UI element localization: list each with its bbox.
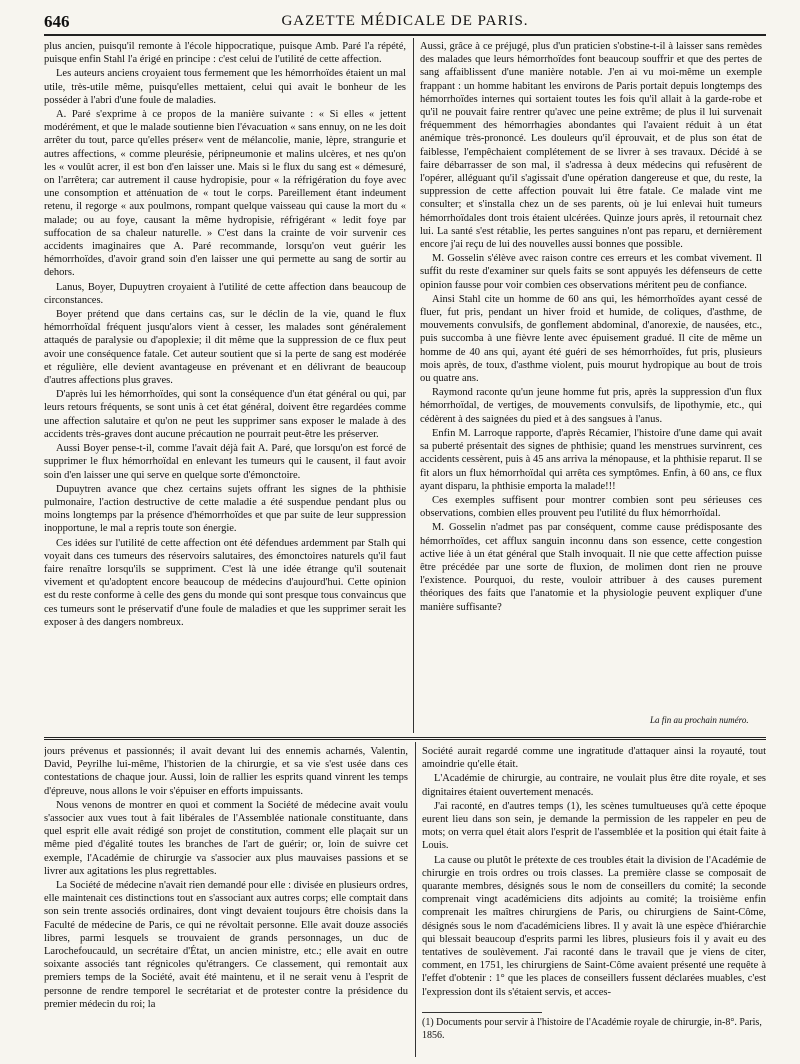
footnote: (1) Documents pour servir à l'histoire de l'Académie royale de chirurgie, in-8°. Paris, 1856. <box>422 1017 762 1041</box>
paragraph: plus ancien, puisqu'il remonte à l'école hippocratique, puisque Amb. Paré l'a répété, puisque enfin Stahl l'a érigé en principe : c'est celui de l'utilité de cette affection. <box>44 41 406 66</box>
paragraph: Société aurait regardé comme une ingratitude d'attaquer ainsi la royauté, tout amoindrie qu'elle était. <box>422 746 766 771</box>
paragraph: Ces idées sur l'utilité de cette affection ont été défendues ardemment par Stalh qui voyait dans ces tumeurs des réservoirs salutaires, des émonctoires naturels qu'il faut faire renaître lorsqu'ils se suppriment. C'est là une idée étrange qu'il soutenait vivement et qu'adoptent encore beaucoup de médecins d'aujourd'hui. Cette opinion est du reste conforme à celle des gens du monde qui sont presque tous convaincus que ces tumeurs sont le préservatif d'une foule de maladies et que les supprimer serait les exposer à des dangers nombreux. <box>44 537 406 628</box>
paragraph: Boyer prétend que dans certains cas, sur le déclin de la vie, quand le flux hémorrhoïdal fréquent jusqu'alors vient à cesser, les malades sont généralement attaqués de paralysie ou d'apoplexie; il dit même que la suppression de ce flux peut avoir une conséquence fatale. Cet auteur soutient que si la perte de sang est modérée et régulière, elle devient avantageuse en prévenant et en délivrant de beaucoup d'autres affections plus graves. <box>44 309 406 387</box>
paragraph: Ces exemples suffisent pour montrer combien sont peu sérieuses ces observations, combien elles prouvent peu l'utilité du flux hémorrhoïdal. <box>420 494 762 520</box>
paragraph: M. Gosselin n'admet pas par conséquent, comme cause prédisposante des hémorrhoïdes, cet afflux sanguin inconnu dans son essence, cette congestion active liée à un état général que Stalh invoquait. Il nie que cette affection puisse être précédée par une sorte de fluxion, de molimen dont rien ne prouve l'existence. Pourquoi, du reste, vouloir attribuer à des causes purement théoriques des faits que l'anatomie et la physiologie peuvent expliquer d'une manière suffisante? <box>420 522 762 613</box>
paragraph: La cause ou plutôt le prétexte de ces troubles était la division de l'Académie de chirurgie en trois ordres ou trois classes. La première classe se composait de quarante membres, désignés sous le nom de conseillers du comité; la seconde comprenait vingt académiciens dits adjoints au comité; la troisième enfin comprenait les maîtres chirurgiens de Paris, ou chirurgiens de Saint-Côme, désignés sous le nom d'académiciens libres. Il y avait là une espèce d'hiérarchie qui blessait beaucoup d'esprits parmi les libres, plusieurs fois il y avait eu des tentatives de soulèvement. J'ai raconté dans le travail que je viens de citer, comment, en 1751, les chirurgiens de Saint-Côme avaient présenté une requête à l'effet d'obtenir : 1° que les places de conseillers fussent déclarées muables, c'est l'expression dont ils s'étaient servis, et acces- <box>422 854 766 998</box>
paragraph: Nous venons de montrer en quoi et comment la Société de médecine avait voulu s'associer aux vues tout à fait libérales de l'Assemblée nationale constituante, dans quel esprit elle avait rédigé son projet de constitution, comment elle plaçait sur un même pied d'égalité toutes les branches de l'art de guérir; or, loin de suivre cet exemple, l'Académie de chirurgie va s'associer aux plus mauvaises passions et se livrer aux agitations les plus regrettables. <box>44 799 408 877</box>
feuilleton-divider <box>44 737 766 740</box>
paragraph: La Société de médecine n'avait rien demandé pour elle : divisée en plusieurs ordres, elle maintenait ces distinctions tout en s'associant aux autres corps; elle comptait dans son sein trente associés ordinaires, dont vingt devaient toujours être choisis dans la Faculté de médecine de Paris, ce qui ne révoltait personne. Elle avait douze associés libres, parmi lesquels se trouvaient de grands personnages, un duc de Larochefoucauld, un secrétaire d'État, un ancien ministre, etc.; elle avait en outre soixante associés tant régnicoles qu'étrangers. Ce classement, qui remontait aux premiers temps de la Société, avait été maintenu, et il ne serait venu à l'esprit de personne de rendre temporel le secrétariat et de protester contre la présidence du premier médecin du roi; la <box>44 880 408 1010</box>
paragraph: Aussi, grâce à ce préjugé, plus d'un praticien s'obstine-t-il à laisser sans remèdes des malades que leurs hémorrhoïdes font beaucoup souffrir et que des pertes de sang affaiblissent d'une manière notable. J'en ai vu moi-même un exemple frappant : un homme habitant les environs de Paris portait depuis longtemps des hémorrhoïdes internes qui sortaient toutes les fois qu'il allait à la garde-robe et qu'il ne pouvait faire rentrer qu'avec une peine extrême; de plus il lui survenait fréquemment des hémorrhagies abondantes qui l'avaient réduit à un état anémique très-prononcé. Les douleurs qu'il éprouvait, et de plus son état de faiblesse, l'empêchaient complétement de se livrer à ses travaux. Décidé à se faire débarrasser de son mal, il s'adressa à deux médecins qui refusèrent de l'opérer, alléguant qu'il s'agissait d'une opération dangereuse et que, du reste, la suppression de cette affection pouvait lui être fatale. Ce malade vint me consulter; et s'installa chez un de ses parents, où je lui enlevai huit tumeurs hémorrhoïdales dont trois étaient ulcérées. Quinze jours après, il retournait chez lui. La santé s'est rétablie, les pertes sanguines n'ont pas reparu, et dernièrement encore j'ai reçu de lui des nouvelles aussi bonnes que possible. <box>420 41 762 251</box>
paragraph: Aussi Boyer pense-t-il, comme l'avait déjà fait A. Paré, que lorsqu'on est forcé de supprimer le flux hémorrhoïdal en enlevant les tumeurs qui le causent, il faut avoir soin d'en laisser une qui serve en quelque sorte d'émonctoire. <box>44 443 406 481</box>
continued-note: La fin au prochain numéro. <box>650 715 749 725</box>
page-header <box>44 12 766 36</box>
paragraph: Dupuytren avance que chez certains sujets offrant les signes de la phthisie pulmonaire, l'action destructive de cette maladie a été suspendue pendant plus ou moins longtemps par la présence d'hémorrhoïdes et que par suite de leur suppression inopportune, le mal a repris toute son énergie. <box>44 483 406 535</box>
article-column-right <box>420 40 762 710</box>
paragraph: J'ai raconté, en d'autres temps (1), les scènes tumultueuses qu'à cette époque eurent lieu dans son sein, je demande la permission de les rappeler en peu de mots; on verra quel était alors l'esprit de l'assemblée et la position qui était faite à Louis. <box>422 800 766 852</box>
feuilleton-column-right <box>422 745 766 1005</box>
running-title: GAZETTE MÉDICALE DE PARIS. <box>281 13 529 29</box>
paragraph: jours prévenus et passionnés; il avait devant lui des ennemis acharnés, Valentin, David, Peyrilhe lui-même, l'historien de la chirurgie, et sa vie s'est usée dans ces contestations de chaque jour. Aussi, loin de rallier les esprits quand vinrent les temps d'épreuve, nous allons le voir s'épuiser en efforts impuissants. <box>44 746 408 797</box>
paragraph: Lanus, Boyer, Dupuytren croyaient à l'utilité de cette affection dans beaucoup de circonstances. <box>44 281 406 306</box>
paragraph: Les auteurs anciens croyaient tous fermement que les hémorrhoïdes étaient un mal utile, très-utile même, puisqu'elles mettaient, celui qui avait le bonheur de les posséder à l'abri d'une foule de maladies. <box>44 68 406 106</box>
column-divider <box>415 742 416 1057</box>
paragraph: A. Paré s'exprime à ce propos de la manière suivante : « Si elles « jettent modérément, et que le malade soutienne bien l'évacuation « sans ennuy, on ne les doit arrêter du tout, parce qu'elles préser« vent de mélancolie, manie, lèpre, strangurie et autres affections, « comme pleurésie, péripneumonie et malins ulcères, et nes qu'on les « voulût acrer, il est bon d'en laisser une. Mais si le flux du sang est « démesuré, on l'arrêtera; car autrement il cause hydropisie, pour « la réfrigération du foye avec une consomption et atténuation de « tout le corps. Pareillement étant indeument retenu, il regorge « aux poulmons, rompant quelque vaisseau qui cause la mort du « malade; ou au foye, causant la même hydropisie, réfrigérant « ledit foye par suffocation de sa chaleur naturelle. » C'est dans la crainte de voir survenir ces accidents imaginaires que A. Paré recommande, lorsqu'on veut guérir les hémorrhoïdes, d'avoir grand soin d'en laisser une qui permette au sang de sortir au dehors. <box>44 109 406 279</box>
article-column-left <box>44 40 406 730</box>
paragraph: L'Académie de chirurgie, au contraire, ne voulait plus être dite royale, et ses dignitaires étaient ouvertement menacés. <box>422 773 766 798</box>
column-divider <box>413 38 414 733</box>
paragraph: D'après lui les hémorrhoïdes, qui sont la conséquence d'un état général ou qui, par leurs retours fréquents, se sont unis à cet état général, doivent être regardées comme une affection salutaire et qu'on ne peut les supprimer sans exposer le malade à des accidents très-graves dont aucune précaution ne pourrait peut-être les préserver. <box>44 389 406 440</box>
page-number: 646 <box>44 12 70 31</box>
paragraph: M. Gosselin s'élève avec raison contre ces erreurs et les combat vivement. Il suffit du reste d'examiner sur quels faits se sont appuyés les défenseurs de cette opinion fausse pour voir combien ces observations méritent peu de confiance. <box>420 253 762 291</box>
paragraph: Enfin M. Larroque rapporte, d'après Récamier, l'histoire d'une dame qui avait sa puberté présentait des signes de phthisie; quand les menstrues survinrent, ces accidents cessèrent, puis à 45 ans arriva la ménopause, et la phthisie reparut. Il se fit alors un flux hémorrhoïdal qui arrêta ces symptômes. Enfin, à 60 ans, ce flux ayant disparu, la phthisie emporta la malade!!! <box>420 427 762 492</box>
footnote-divider <box>422 1012 542 1013</box>
feuilleton-column-left <box>44 745 408 1055</box>
paragraph: Ainsi Stahl cite un homme de 60 ans qui, les hémorrhoïdes ayant cessé de fluer, fut pris, pendant un hiver froid et humide, de coliques, d'asthme, de mouvements convulsifs, de gonflement abdominal, d'anorexie, de nausées, etc., puis succomba à une fièvre lente avec épuisement gradué. Il cite de même un homme de 40 ans qui, ayant été guéri de ses hémorrhoïdes, fut pris, plusieurs mois après, de toux, d'asthme violent, puis mourut hydropique au bout de trois ou quatre ans. <box>420 293 762 385</box>
paragraph: Raymond raconte qu'un jeune homme fut pris, après la suppression d'un flux hémorrhoïdal, de vertiges, de mouvements convulsifs, de lipothymie, etc., qui cédèrent à des saignées du pied et à des sangsues à l'anus. <box>420 387 762 425</box>
